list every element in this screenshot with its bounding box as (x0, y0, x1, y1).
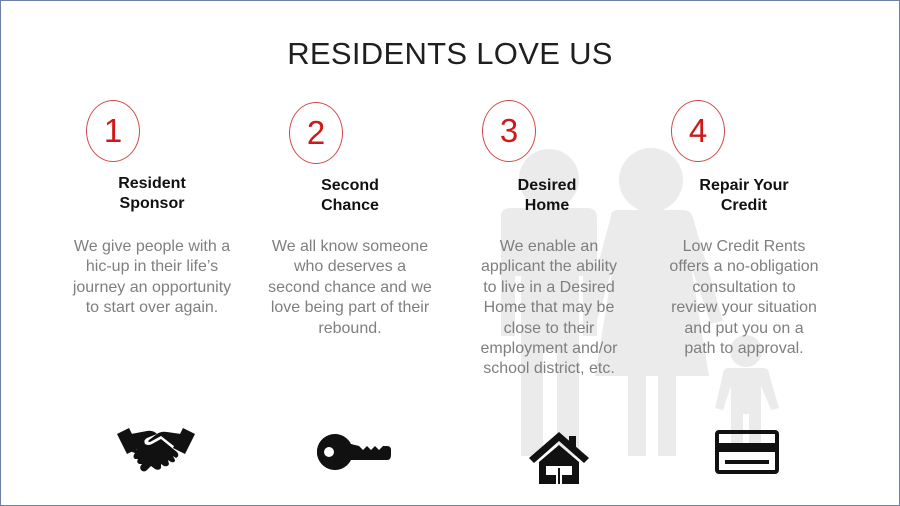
step-description: We give people with a hic-up in their life’s journey an opportunity to start over again. (72, 238, 232, 317)
key-icon (317, 434, 391, 470)
step-title: Repair Your Credit (699, 177, 789, 214)
house-icon (529, 432, 589, 484)
page-title: RESIDENTS LOVE US (287, 36, 613, 71)
step-number-badge: 3 (482, 100, 536, 162)
handshake-icon (117, 426, 195, 476)
step-description: Low Credit Rents offers a no-obligation consultation to review your situation and put you on a path to approval. (669, 238, 819, 358)
step-number-badge: 1 (86, 100, 140, 162)
step-description: We enable an applicant the ability to live in a Desired Home that may be close to their employment and/or school district, etc. (480, 238, 618, 378)
step-title: Desired Home (517, 177, 577, 214)
step-number-badge: 4 (671, 100, 725, 162)
step-title: Resident Sponsor (118, 175, 186, 212)
step-title: Second Chance (321, 177, 379, 214)
credit-card-icon (715, 430, 779, 474)
step-description: We all know someone who deserves a second chance and we love being part of their rebound. (268, 238, 432, 337)
step-number-badge: 2 (289, 102, 343, 164)
